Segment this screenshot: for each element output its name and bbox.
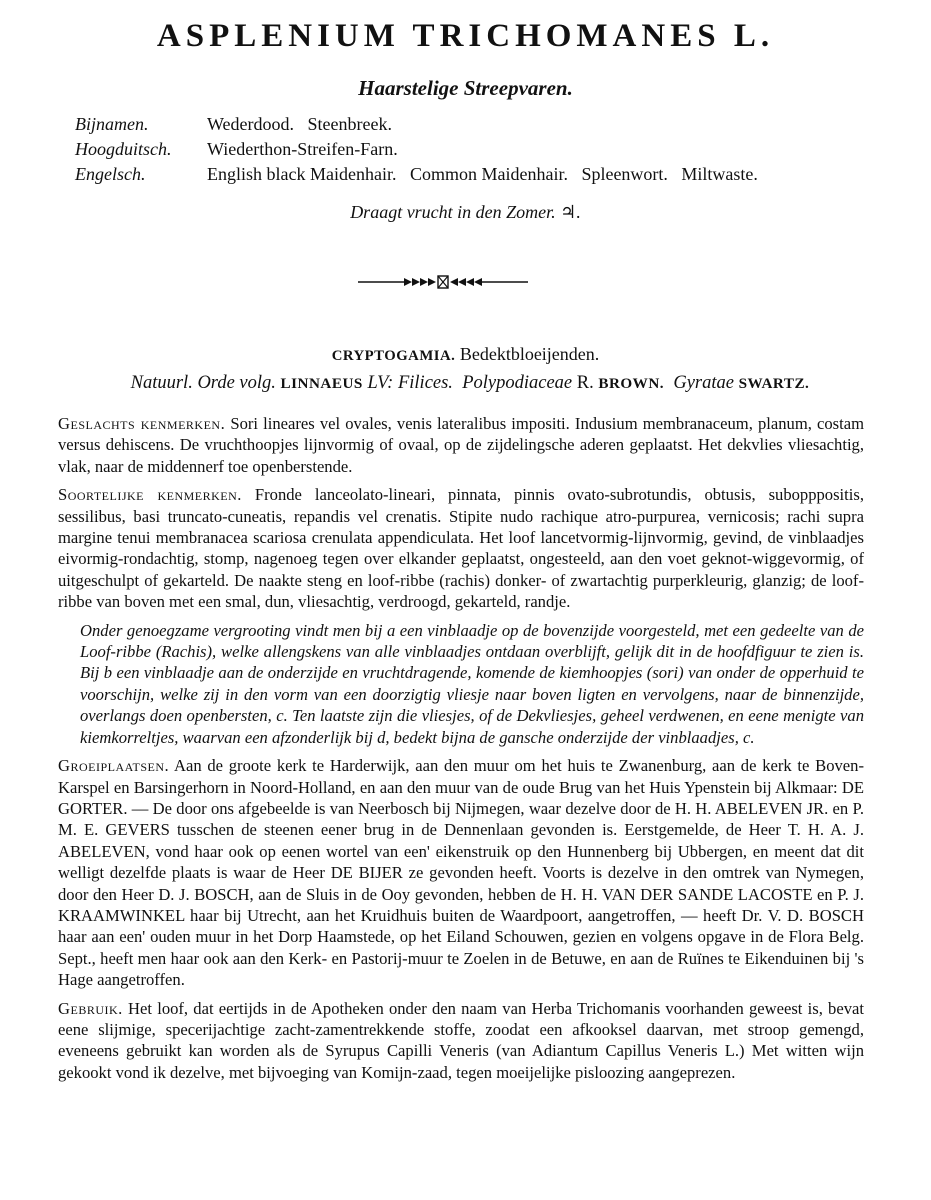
name-row [75,112,895,137]
species-text: Fronde lanceolato-lineari, pinnata, pinnis ovato-subrotundis, obtusis, subopppositis, sessilibus, basi truncato-cuneatis, repandis vel crenatis. Stipite nudo rachique atro-purpurea, vernicosis; rachi supra margine tenui membranacea scariosa crenulata appendiculata. Het loof lancetvormig-lijnvormig, gevind, de vinblaadjes eivormig-rondachtig, stomp, nagenoeg tegen over elkander geplaatst, ongesteeld, aan den voet geknot-wiggevormig, of uitgeschulpt of gekarteld. De naakte steng en loof-ribbe (rachis) donker- of zwartachtig purperkleurig, glanzig; de loof-ribbe van boven met een smal, dun, vliesachtig, verdroogd, gekarteld, randje. [58,485,864,612]
alternative-names [75,112,895,187]
class-description: Bedektbloeijenden. [459,344,600,364]
author-swartz: SWARTZ. [738,375,810,392]
habitat-section [58,755,864,990]
name-row [75,162,895,187]
order-prefix: Natuurl. Orde volg. [130,373,276,393]
genus-text: Sori lineares vel ovales, venis lateralibus impositi. Indusium membranaceum, planum, costam versus dehiscens. De vruchthoopjes lijnvormig of ovaal, op de zijdelingsche aderen geplaatst. Het dekvlies vliesachtig, vlak, naar de middennerf toe openberstende. [58,414,864,476]
ornament-divider [358,272,528,292]
dutch-name: Haarstelige Streepvaren. [358,76,573,100]
order-gyratae: Gyratae [673,373,734,393]
author-brown: BROWN. [598,375,665,392]
species-lead: Soortelijke kenmerken. [58,485,242,505]
classification-line [0,344,931,365]
name-value: Wederdood. Steenbreek. [207,114,392,134]
name-label: Hoogduitsch. [75,139,172,159]
species-characters [58,484,864,612]
order-number: LV: [367,373,394,393]
habitat-lead: Groeiplaatsen. [58,756,170,776]
usage-section [58,998,864,1084]
genus-lead: Geslachts kenmerken. [58,414,226,433]
order-filices: Filices. [397,373,453,393]
natural-order-line [65,373,875,394]
name-value: Wiederthon-Streifen-Farn. [207,139,398,159]
name-row [75,137,895,162]
magnification-note: Onder genoegzame vergrooting vindt men bij a een vinblaadje op de bovenzijde voorgesteld, met een gedeelte van de Loof-ribbe (Rachis), welke allengskens van alle vinblaadjes ontdaan overblijft, gelijk dit in de hoofdfiguur te zien is. Bij b een vinblaadje aan de onderzijde en vruchtdragende, komende de kiemhoopjes (sori) van onder de opperhuid te voorschijn, welke zij in den vorm van een doorzigtig vliesje naar boven ligten en vervolgens, naar de binnenzijde, overlangs doen openbersten, c. Ten laatste zijn die vliesjes, of de Dekvliesjes, geheel verdwenen, en eene menigte van kiemkorreltjes, waarvan een afzonderlijk bij d, bedekt bijna de gansche onderzijde der vinblaadjes, c. [80,620,864,747]
name-value: English black Maidenhair. Common Maidenhair. Spleenwort. Miltwaste. [207,164,758,184]
page-title: ASPLENIUM TRICHOMANES L. [156,18,775,54]
description-body [58,413,864,1090]
usage-text: Het loof, dat eertijds in de Apotheken onder den naam van Herba Trichomanis voorhanden geweest is, bevat eene slijmige, specerijachtige zacht-zamentrekkende stoffe, zoodat een afkooksel daarvan, met stroop gemengd, eveneens gebruikt kan worden als de Syrupus Capilli Veneris (van Adiantum Capillus Veneris L.) Met witten wijn gekookt vond ik dezelve, met bijvoeging van Komijn-zaad, tegen moeijelijke pisloozing aangeprezen. [58,998,864,1082]
class-name: CRYPTOGAMIA. [331,348,456,364]
author-linnaeus: LINNAEUS [280,375,363,392]
order-polypodiaceae: Polypodiaceae [462,373,573,393]
author-initial: R. [576,373,594,393]
usage-lead: Gebruik. [58,998,123,1018]
habitat-text: Aan de groote kerk te Harderwijk, aan den muur om het huis te Zwanenburg, aan de kerk te Boven-Karspel en Barsingerhorn in Noord-Holland, en aan den muur van de oude Brug van het Huis Ypenstein bij Alkmaar: DE GORTER. — De door ons afgebeelde is van Neerbosch bij Nijmegen, waar dezelve door de H. H. ABELEVEN JR. en P. M. E. GEVERS tusschen de steenen eener brug in de Dennenlaan gevonden is. Eerstgemelde, de Heer T. H. A. J. ABELEVEN, vond haar ook op eenen wortel van een' eikenstruik op den Hunnenberg bij Ubbergen, en meent dat dit welligt dezelfde plaats is waar de Heer DE BIJER ze gevonden heeft. Voorts is dezelve in den omtrek van Nymegen, door den Heer D. J. BOSCH, aan de Sluis in de Ooy gevonden, hebben de H. H. VAN DER SANDE LACOSTE en P. J. KRAAMWINKEL haar bij Utrecht, aan het Kruidhuis buiten de Waardpoort, aangetroffen, — heeft Dr. V. D. BOSCH haar aan een' ouden muur in het Dorp Haamstede, op het Eiland Schouwen, gezien en volgens opgave in de Flora Belg. Sept., heeft men haar ook aan den Kerk- en Pastorij-muur te Zoelen in de Betuwe, en aan de Ruïnes te Eikenduinen bij 's Hage aangetroffen. [58,756,864,990]
genus-characters [58,413,864,477]
name-label: Engelsch. [75,164,146,184]
name-label: Bijnamen. [75,114,149,134]
fruiting-season: Draagt vrucht in den Zomer. ♃. [350,202,581,222]
